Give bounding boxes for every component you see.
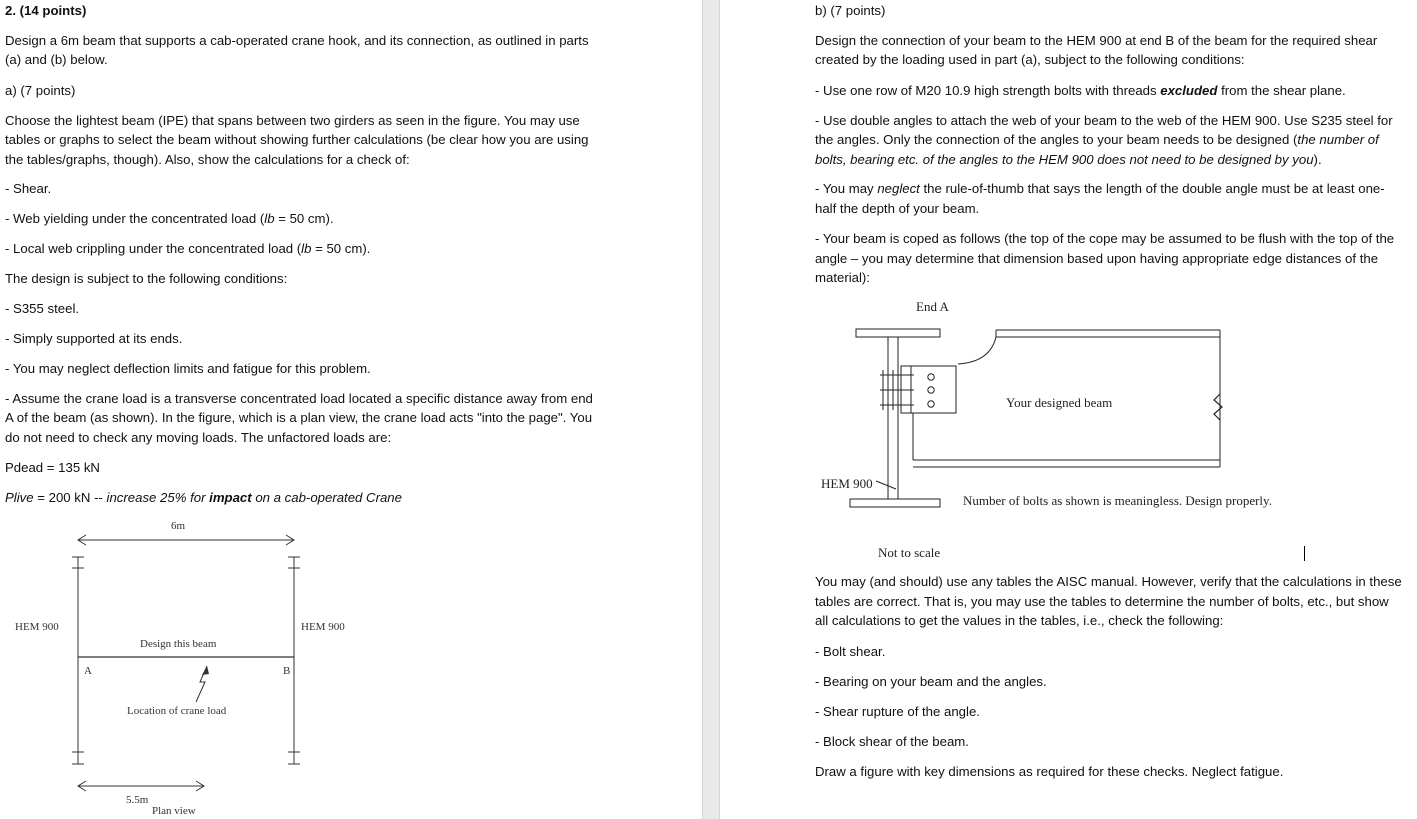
crane-load-label: Location of crane load: [127, 705, 227, 717]
check-shear-rupture: - Shear rupture of the angle.: [815, 704, 980, 719]
end-b-label: B: [283, 665, 291, 677]
problem-heading: 2. (14 points): [5, 3, 87, 18]
girder-label: HEM 900: [821, 476, 873, 491]
left-page: [0, 0, 702, 819]
cope-line-3: material):: [815, 270, 870, 285]
girder-leader: [876, 481, 896, 489]
bolt-hole-3: [928, 401, 934, 407]
plan-view-figure: [0, 0, 702, 819]
check-bolt-shear: - Bolt shear.: [815, 644, 886, 659]
part-b-line-2: created by the loading used in part (a), subject to the following conditions:: [815, 52, 1245, 67]
right-girder-line: [288, 557, 300, 764]
neglect-line-2: half the depth of your beam.: [815, 201, 980, 216]
conditions-intro: The design is subject to the following conditions:: [5, 271, 288, 286]
condition-load-line-1: - Assume the crane load is a transverse concentrated load located a specific distance away from end: [5, 391, 593, 406]
left-girder-line: [72, 557, 84, 764]
angles-line-3: bolts, bearing etc. of the angles to the HEM 900 does not need to be designed by you).: [815, 152, 1322, 167]
cope-line-2: angle – you may determine that dimension based upon having appropriate edge distances of the: [815, 251, 1379, 266]
angles-line-1: - Use double angles to attach the web of your beam to the web of the HEM 900. Use S235 steel for: [815, 113, 1393, 128]
aisc-line-2: tables are correct. That is, you may use the tables to determine the number of bolts, etc., but show: [815, 594, 1389, 609]
text-cursor: [1304, 546, 1305, 561]
beam-label: Design this beam: [140, 638, 217, 650]
intro-line-2: (a) and (b) below.: [5, 52, 108, 67]
live-load: Plive = 200 kN -- increase 25% for impact on a cab-operated Crane: [5, 490, 402, 505]
cope-line-1: - Your beam is coped as follows (the top of the cope may be assumed to be flush with the top of the: [815, 231, 1395, 246]
check-shear: - Shear.: [5, 181, 52, 196]
right-page: [720, 0, 1417, 819]
condition-steel: - S355 steel.: [5, 301, 80, 316]
condition-load-line-3: do not need to check any moving loads. The unfactored loads are:: [5, 430, 392, 445]
end-a-label: A: [84, 665, 92, 677]
bolts-condition: - Use one row of M20 10.9 high strength bolts with threads excluded from the shear plane.: [815, 83, 1346, 98]
dead-load: Pdead = 135 kN: [5, 460, 100, 475]
check-web-yielding: - Web yielding under the concentrated load (lb = 50 cm).: [5, 211, 334, 226]
part-a-title: a) (7 points): [5, 83, 76, 98]
bolts-through-girder: [880, 370, 914, 410]
end-label: End A: [916, 299, 949, 314]
condition-support: - Simply supported at its ends.: [5, 331, 183, 346]
condition-neglect: - You may neglect deflection limits and fatigue for this problem.: [5, 361, 371, 376]
left-girder-label: HEM 900: [15, 621, 59, 633]
part-a-line-1: Choose the lightest beam (IPE) that spans between two girders as seen in the figure. You may use: [5, 113, 580, 128]
part-a-line-2: tables or graphs to select the beam without showing further calculations (be clear how you are using: [5, 132, 589, 147]
break-line: [1214, 394, 1222, 420]
intro-line-1: Design a 6m beam that supports a cab-operated crane hook, and its connection, as outlined in parts: [5, 33, 589, 48]
bolts-note: Number of bolts as shown is meaningless. Design properly.: [963, 493, 1272, 508]
distance-label: 5.5m: [126, 794, 149, 806]
neglect-line-1: - You may neglect the rule-of-thumb that says the length of the double angle must be at least one-: [815, 181, 1385, 196]
page-gutter: [702, 0, 720, 819]
right-girder-label: HEM 900: [301, 621, 345, 633]
aisc-line-1: You may (and should) use any tables the AISC manual. However, verify that the calculations in these: [815, 574, 1402, 589]
part-a-line-3: the tables/graphs, though). Also, show the calculations for a check of:: [5, 152, 410, 167]
check-bearing: - Bearing on your beam and the angles.: [815, 674, 1047, 689]
part-b-title: b) (7 points): [815, 3, 886, 18]
span-label: 6m: [171, 520, 186, 532]
connection-figure: [720, 0, 1417, 819]
condition-load-line-2: A of the beam (as shown). In the figure, which is a plan view, the crane load acts "into the page". You: [5, 410, 593, 425]
final-instruction: Draw a figure with key dimensions as required for these checks. Neglect fatigue.: [815, 764, 1284, 779]
aisc-line-3: all calculations to get the values in the tables, i.e., check the following:: [815, 613, 1224, 628]
part-b-line-1: Design the connection of your beam to the HEM 900 at end B of the beam for the required shear: [815, 33, 1378, 48]
scale-note: Not to scale: [878, 545, 941, 560]
check-web-crippling: - Local web crippling under the concentrated load (lb = 50 cm).: [5, 241, 371, 256]
bolt-hole-2: [928, 387, 934, 393]
angles-line-2: the angles. Only the connection of the angles to your beam needs to be designed (the number of: [815, 132, 1379, 147]
bolt-hole-1: [928, 374, 934, 380]
designed-beam-label: Your designed beam: [1006, 395, 1113, 410]
check-block-shear: - Block shear of the beam.: [815, 734, 969, 749]
plan-view-label: Plan view: [152, 805, 196, 817]
